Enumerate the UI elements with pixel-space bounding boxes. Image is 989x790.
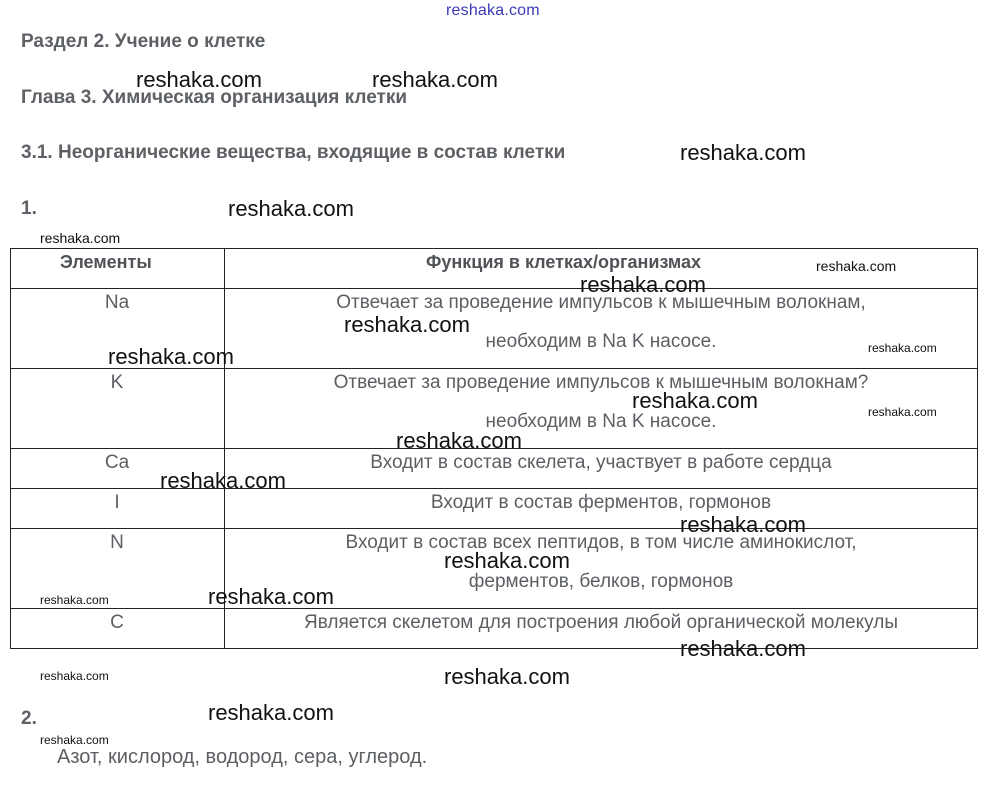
watermark: reshaka.com [108,344,234,369]
watermark: reshaka.com [344,312,470,337]
table-cell-element: Na [104,292,130,313]
watermark: reshaka.com [680,512,806,537]
table-cell-function-line: необходим в Na K насосе. [485,331,717,352]
watermark: reshaka.com [868,341,937,355]
chapter-heading: Глава 3. Химическая организация клетки [21,87,408,108]
watermark: reshaka.com [136,67,262,92]
watermark: reshaka.com [680,636,806,661]
table-cell-function-line: Является скелетом для построения любой органической молекулы [304,612,898,633]
table-cell-function-line: Входит в состав ферментов, гормонов [430,492,772,513]
table-cell-element: N [110,532,124,553]
table-border-line [10,248,978,249]
watermark: reshaka.com [580,272,706,297]
watermark: reshaka.com [160,468,286,493]
watermark: reshaka.com [228,196,354,221]
watermark: reshaka.com [40,733,109,747]
table-header-function: Функция в клетках/организмах [426,252,702,272]
task-1-number: 1. [21,198,37,219]
table-cell-element: Ca [104,452,130,473]
watermark: reshaka.com [208,700,334,725]
watermark: reshaka.com [444,548,570,573]
table-cell-function-line: Отвечает за проведение импульсов к мышечным волокнам, [336,292,866,313]
table-cell-element: K [110,372,124,393]
watermark: reshaka.com [868,405,937,419]
table-cell-function-line: Отвечает за проведение импульсов к мышечным волокнам? [333,372,869,393]
table-cell-function-line: ферментов, белков, гормонов [468,571,734,592]
table-cell-element: I [114,492,120,513]
task-2-number: 2. [21,708,37,729]
table-cell-function-line: Входит в состав всех пептидов, в том числе аминокислот, [345,532,857,553]
watermark: reshaka.com [40,230,121,246]
table-cell-element: C [110,612,124,633]
watermark: reshaka.com [372,67,498,92]
site-title[interactable]: reshaka.com [446,2,540,19]
watermark: reshaka.com [40,669,109,683]
watermark: reshaka.com [396,428,522,453]
watermark: reshaka.com [444,664,570,689]
watermark: reshaka.com [816,258,897,274]
table-header-elements: Элементы [60,252,152,272]
watermark: reshaka.com [680,140,806,165]
watermark: reshaka.com [40,593,109,607]
subsection-heading: 3.1. Неорганические вещества, входящие в состав клетки [21,142,566,163]
table-border-line [10,648,978,649]
section-heading: Раздел 2. Учение о клетке [21,31,266,52]
watermark: reshaka.com [632,388,758,413]
table-cell-function-line: Входит в состав скелета, участвует в работе сердца [370,452,832,473]
task-2-answer: Азот, кислород, водород, сера, углерод. [57,746,428,768]
watermark: reshaka.com [208,584,334,609]
table-cell-function-line: необходим в Na K насосе. [485,411,717,432]
